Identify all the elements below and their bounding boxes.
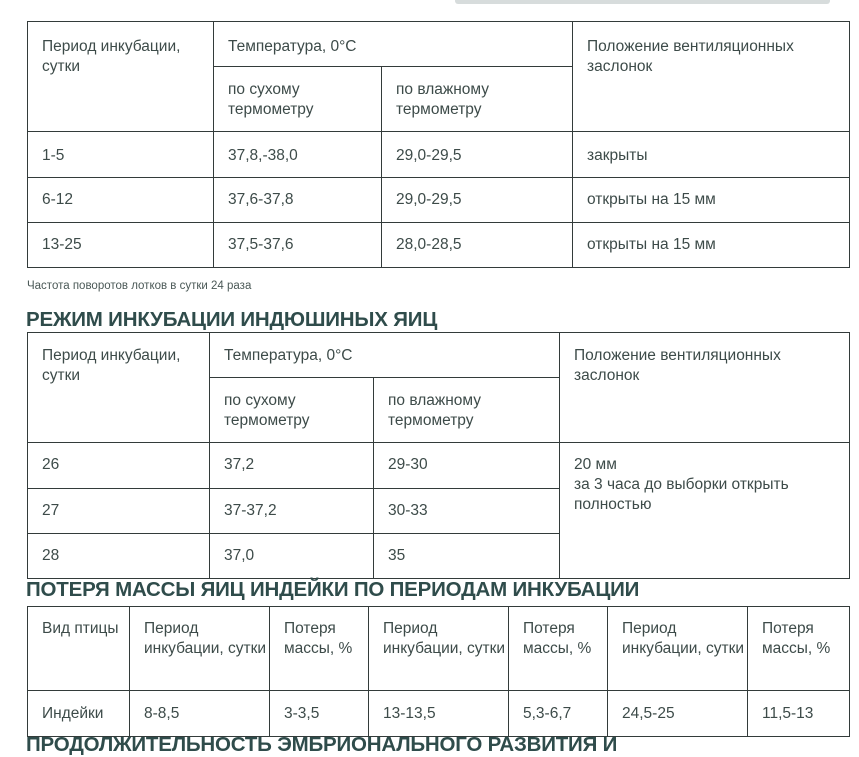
cell-vents-merged xyxy=(560,443,850,579)
header-period-3: Период инкубации, сутки xyxy=(608,607,748,691)
section-heading-embryo-duration: ПРОДОЛЖИТЕЛЬНОСТЬ ЭМБРИОНАЛЬНОГО РАЗВИТИЯ И xyxy=(26,733,618,756)
header-bird: Вид птицы xyxy=(28,607,130,691)
table-row xyxy=(28,132,850,178)
vents-line-2: за 3 часа до выборки открыть полностью xyxy=(574,476,789,513)
cell-bird: Индейки xyxy=(28,691,130,737)
header-period: Период инкубации, сутки xyxy=(28,22,214,132)
cell-period-1: 8-8,5 xyxy=(130,691,270,737)
header-period: Период инкубации, сутки xyxy=(28,333,210,443)
mass-loss-table xyxy=(27,606,850,737)
header-loss-3: Потеря массы, % xyxy=(748,607,850,691)
cell-period: 1-5 xyxy=(28,132,214,178)
cell-wet: 29-30 xyxy=(374,443,560,489)
cell-wet: 35 xyxy=(374,534,560,579)
incubation-table-turkey xyxy=(27,332,850,579)
cell-vents: закрыты xyxy=(573,132,850,178)
cell-dry: 37,5-37,6 xyxy=(214,223,382,268)
cell-dry: 37,6-37,8 xyxy=(214,178,382,223)
cell-loss-1: 3-3,5 xyxy=(270,691,369,737)
vents-line-1: 20 мм xyxy=(574,456,617,473)
cell-wet: 30-33 xyxy=(374,489,560,534)
cell-vents: открыты на 15 мм xyxy=(573,178,850,223)
cell-wet: 29,0-29,5 xyxy=(382,178,573,223)
cell-loss-3: 11,5-13 xyxy=(748,691,850,737)
cell-dry: 37-37,2 xyxy=(210,489,374,534)
cell-period-3: 24,5-25 xyxy=(608,691,748,737)
table-row xyxy=(28,691,850,737)
table-row xyxy=(28,443,850,489)
header-temperature: Температура, 0°С xyxy=(214,22,573,67)
header-temperature: Температура, 0°С xyxy=(210,333,560,378)
header-period-2: Период инкубации, сутки xyxy=(369,607,509,691)
incubation-table-general xyxy=(27,21,850,268)
header-wet: по влажному термометру xyxy=(382,67,573,132)
header-loss-2: Потеря массы, % xyxy=(509,607,608,691)
cell-wet: 28,0-28,5 xyxy=(382,223,573,268)
cell-period: 27 xyxy=(28,489,210,534)
cell-wet: 29,0-29,5 xyxy=(382,132,573,178)
top-edge-bar xyxy=(455,0,830,4)
tray-turn-note: Частота поворотов лотков в сутки 24 раза xyxy=(27,280,252,292)
cell-period: 28 xyxy=(28,534,210,579)
header-vents: Положение вентиляционных заслонок xyxy=(573,22,850,132)
header-dry: по сухому термометру xyxy=(210,378,374,443)
table-row xyxy=(28,178,850,223)
cell-vents: открыты на 15 мм xyxy=(573,223,850,268)
header-wet: по влажному термометру xyxy=(374,378,560,443)
cell-loss-2: 5,3-6,7 xyxy=(509,691,608,737)
header-vents: Положение вентиляционных заслонок xyxy=(560,333,850,443)
header-loss-1: Потеря массы, % xyxy=(270,607,369,691)
cell-period: 13-25 xyxy=(28,223,214,268)
header-period-1: Период инкубации, сутки xyxy=(130,607,270,691)
cell-dry: 37,8,-38,0 xyxy=(214,132,382,178)
cell-dry: 37,2 xyxy=(210,443,374,489)
cell-period: 6-12 xyxy=(28,178,214,223)
section-heading-turkey-mode: РЕЖИМ ИНКУБАЦИИ ИНДЮШИНЫХ ЯИЦ xyxy=(26,308,438,331)
cell-period: 26 xyxy=(28,443,210,489)
table-row xyxy=(28,223,850,268)
cell-period-2: 13-13,5 xyxy=(369,691,509,737)
header-dry: по сухому термометру xyxy=(214,67,382,132)
section-heading-mass-loss: ПОТЕРЯ МАССЫ ЯИЦ ИНДЕЙКИ ПО ПЕРИОДАМ ИНКУБАЦИИ xyxy=(26,578,640,601)
cell-dry: 37,0 xyxy=(210,534,374,579)
